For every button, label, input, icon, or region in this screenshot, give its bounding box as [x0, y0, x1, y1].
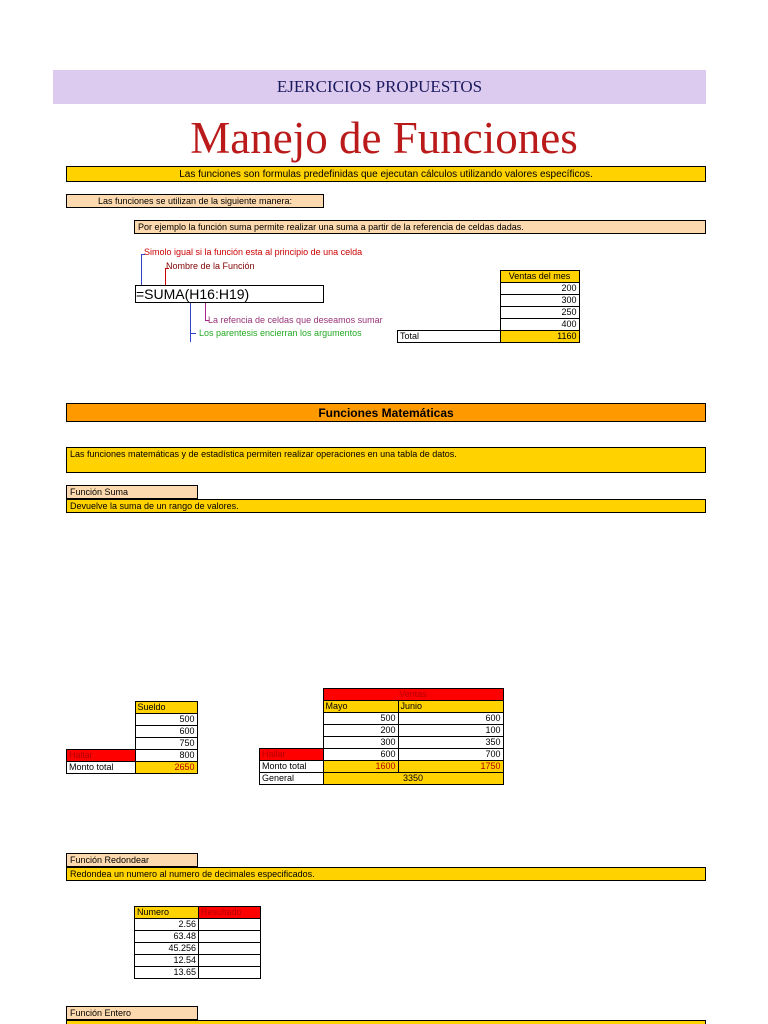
parens-annotation: Los parentesis encierran los argumentos [199, 328, 362, 338]
math-section-description: Las funciones matemáticas y de estadística permiten realizar operaciones en una tabla de datos. [66, 447, 706, 473]
monto-total-label: Monto total [260, 761, 324, 773]
table-cell: 300 [500, 295, 579, 307]
banner-text: EJERCICIOS PROPUESTOS [276, 77, 483, 96]
hallar-label: Hallar [260, 749, 324, 761]
table-cell: 700 [398, 749, 503, 761]
monto-mayo-value: 1600 [323, 761, 398, 773]
table-cell: 800 [135, 750, 197, 762]
function-name-annotation: Nombre de la Función [166, 261, 255, 271]
suma-label: Función Suma [66, 485, 198, 499]
numero-resultado-table [134, 906, 261, 979]
monto-junio-value: 1750 [398, 761, 503, 773]
intro-bar: Las funciones son formulas predefinidas que ejecutan cálculos utilizando valores específicos. [66, 166, 706, 182]
table-cell: 63.48 [135, 931, 199, 943]
table-cell: 100 [398, 725, 503, 737]
ventas-mes-table [397, 270, 580, 343]
general-label: General [260, 773, 324, 785]
table-cell: 350 [398, 737, 503, 749]
formula-cell: =SUMA(H16:H19) [135, 285, 324, 303]
total-value: 1160 [500, 331, 579, 343]
result-cell [199, 955, 261, 967]
entero-description-bar [66, 1020, 706, 1024]
usage-label: Las funciones se utilizan de la siguiente manera: [66, 194, 324, 208]
table-cell: 500 [135, 714, 197, 726]
result-cell [199, 931, 261, 943]
table-cell: 200 [323, 725, 398, 737]
hallar-label: Hallar [67, 750, 136, 762]
sueldo-header: Sueldo [135, 702, 197, 714]
total-label: Total [398, 331, 501, 343]
monto-total-value: 2650 [135, 762, 197, 774]
result-cell [199, 919, 261, 931]
result-cell [199, 967, 261, 979]
math-section-header: Funciones Matemáticas [66, 403, 706, 422]
table-cell: 2.56 [135, 919, 199, 931]
redondear-label: Función Redondear [66, 853, 198, 867]
redondear-description: Redondea un numero al numero de decimales especificados. [66, 867, 706, 881]
suma-description: Devuelve la suma de un rango de valores. [66, 499, 706, 513]
equal-sign-annotation: Simolo igual si la función esta al principio de una celda [144, 247, 363, 257]
table-cell: 13.65 [135, 967, 199, 979]
table-cell: 400 [500, 319, 579, 331]
entero-label: Función Entero [66, 1006, 198, 1020]
junio-header: Junio [398, 701, 503, 713]
parens-pointer [190, 303, 191, 342]
sueldo-table [66, 701, 198, 774]
table-cell: 300 [323, 737, 398, 749]
monto-total-label: Monto total [67, 762, 136, 774]
table-cell: 12.54 [135, 955, 199, 967]
cell-ref-pointer [205, 303, 206, 320]
numero-header: Numero [135, 907, 199, 919]
page-title: Manejo de Funciones [190, 113, 578, 163]
table-cell: 600 [135, 726, 197, 738]
resultado-header: Resultado [199, 907, 261, 919]
table-cell: 250 [500, 307, 579, 319]
equal-sign-pointer [141, 254, 142, 287]
general-value: 3350 [323, 773, 503, 785]
ventas-mes-header: Ventas del mes [500, 271, 579, 283]
ventas-title: Ventas [323, 689, 503, 701]
page-banner [53, 70, 706, 104]
table-cell: 500 [323, 713, 398, 725]
parens-pointer-tick [190, 333, 196, 334]
example-text: Por ejemplo la función suma permite realizar una suma a partir de la referencia de celdas dadas. [134, 220, 706, 234]
mayo-header: Mayo [323, 701, 398, 713]
table-cell: 45.256 [135, 943, 199, 955]
result-cell [199, 943, 261, 955]
table-cell: 600 [323, 749, 398, 761]
table-cell: 600 [398, 713, 503, 725]
cell-ref-annotation: La refencia de celdas que deseamos sumar [208, 315, 383, 325]
table-cell: 200 [500, 283, 579, 295]
ventas-mayo-junio-table [259, 688, 504, 785]
table-cell: 750 [135, 738, 197, 750]
